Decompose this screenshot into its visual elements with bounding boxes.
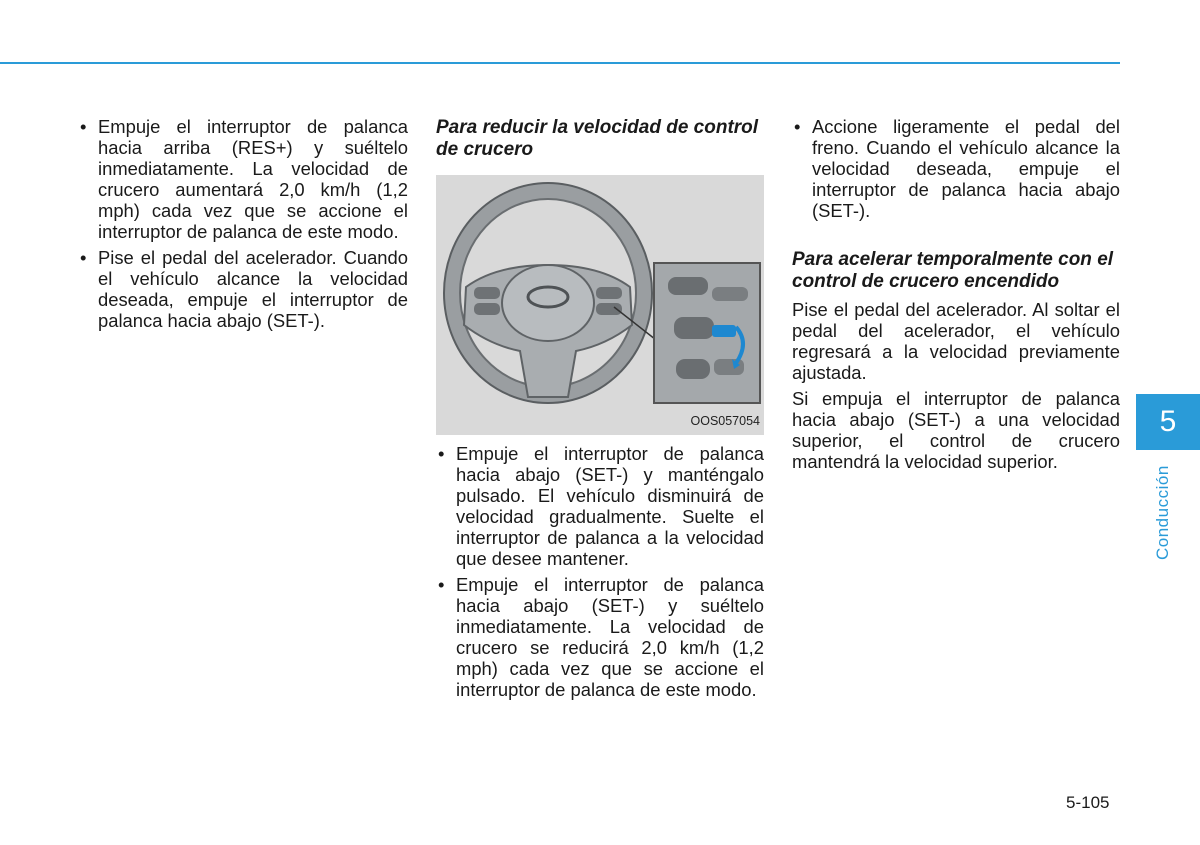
- column-1: [78, 116, 408, 336]
- page-number: 5-105: [1066, 793, 1110, 812]
- column-2: [436, 117, 764, 705]
- column-3: [792, 116, 1120, 477]
- list-item: • Pise el pedal del acelerador. Cuando el vehículo alcance la velocidad deseada, empuje el interruptor de palanca hacia abajo (SET-).: [78, 247, 408, 331]
- bullet-list: [792, 116, 1120, 221]
- chapter-title: Conducción: [1153, 465, 1172, 560]
- figure-code: OOS057054: [690, 414, 760, 428]
- list-item: • Empuje el interruptor de palanca hacia abajo (SET-) y suéltelo inmediatamente. La velocidad de crucero se reducirá 2,0 km/h (1,2 mph) cada vez que se accione el interruptor de palanca de este modo.: [436, 574, 764, 700]
- header-rule: [0, 62, 1120, 64]
- list-item: • Accione ligeramente el pedal del freno. Cuando el vehículo alcance la velocidad deseada, empuje el interruptor de palanca hacia abajo (SET-).: [792, 116, 1120, 221]
- steering-wheel-figure: [436, 175, 764, 435]
- bullet-list: [436, 443, 764, 700]
- section-heading: Para reducir la velocidad de control de crucero: [436, 117, 759, 160]
- paragraph: Si empuja el interruptor de palanca hacia abajo (SET-) a una velocidad superior, el control de crucero mantendrá la velocidad superior.: [792, 388, 1120, 472]
- list-item: • Empuje el interruptor de palanca hacia arriba (RES+) y suéltelo inmediatamente. La velocidad de crucero aumentará 2,0 km/h (1,2 mph) cada vez que se accione el interruptor de palanca de este modo.: [78, 116, 408, 242]
- section-heading: Para acelerar temporalmente con el control de crucero encendido: [792, 249, 1114, 292]
- chapter-tab: 5: [1136, 394, 1200, 450]
- steering-wheel-cruise-control-illustration: [436, 175, 764, 435]
- bullet-list: [78, 116, 408, 331]
- list-item: • Empuje el interruptor de palanca hacia abajo (SET-) y manténgalo pulsado. El vehículo disminuirá de velocidad gradualmente. Suelte el interruptor de palanca a la velocidad que desee mantener.: [436, 443, 764, 569]
- paragraph: Pise el pedal del acelerador. Al soltar el pedal del acelerador, el vehículo regresará a la velocidad previamente ajustada.: [792, 299, 1120, 383]
